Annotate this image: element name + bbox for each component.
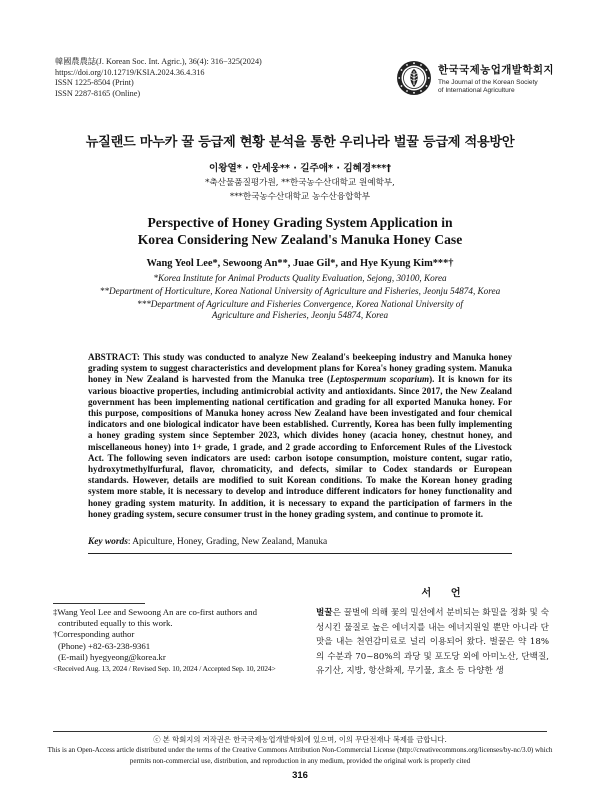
cofirst-note-line2: contributed equally to this work. [58, 618, 173, 629]
introduction-body: 은 꿀벌에 의해 꽃의 밀선에서 분비되는 화밀을 정화 및 숙성시킨 물질로 높은 에너지를 내는 에너지원일 뿐만 아니라 단맛을 내는 천연감미료로 널리 이용되어 왔다. 벌꿀은 약 18%의 수분과 70~80%의 과당 및 포도당 외에 아미노산, 단백질, 유기산, 지방, 항산화제, 무기물, 효소 등 다양한 생 [316, 608, 549, 677]
english-affiliation-3: ***Department of Agriculture and Fisheries Convergence, Korea National University of [137, 299, 463, 309]
society-name-en [438, 79, 554, 96]
english-title-line1: Perspective of Honey Grading System Application in [147, 215, 453, 230]
journal-meta [55, 57, 262, 99]
issn-print: ISSN 1225-8504 (Print) [55, 78, 134, 88]
korean-affiliation-2: ***한국농수산대학교 농수산융합학부 [229, 192, 371, 202]
keywords [88, 537, 518, 547]
license-divider [53, 731, 547, 732]
journal-citation: 韓國農農誌(J. Korean Soc. Int. Agric.), 36(4): 316−325(2024) [55, 57, 262, 66]
abstract-text-2: ). It is known for its various bioactive properties, including antimicrobial activity and antioxidants. Since 2017, the New Zealand government has been implementing national certification and grading for all exported Manuka honey. For this purpose, compositions of Manuka honey across New Zealand have been investigated and four chemical indicators and one biological indicator have been established. Currently, Korea has been fully implementing a honey grading system since September 2023, which divides honey (acacia honey, chestnut honey, and miscellaneous honey) into 1+ grade, 1 grade, and 2 grade according to Enforcement Rules of the Livestock Act. The following seven indicators are used: carbon isotope consumption, moisture content, sugar ratio, hydroxytmethylfurfural, flavor, chromaticity, and defects, similar to Codex standards or European standards. However, details are modified to suit Korean conditions. To make the Korean honey grading system more stable, it is necessary to develop and introduce different indicators for honey functionality and honey grading system maturity. In addition, it is necessary to expand the participation of farmers in the honey grading system, secure consumer trust in the honey grading system, and continue to promote it. [88, 374, 512, 519]
english-affiliation-1: *Korea Institute for Animal Products Quality Evaluation, Sejong, 30100, Korea [153, 273, 447, 283]
society-name-kr: 한국국제농업개발학회지 [438, 64, 554, 76]
abstract [88, 352, 512, 520]
society-name-block [438, 62, 554, 96]
introduction-text [316, 606, 549, 679]
cofirst-note-line1: ‡Wang Yeol Lee and Sewoong An are co-first authors and [53, 607, 258, 617]
introduction-lead-word: 벌꿀 [316, 608, 333, 618]
page-number: 316 [292, 770, 308, 781]
keywords-text: : Apiculture, Honey, Grading, New Zealand, Manuka [127, 537, 328, 547]
english-title-line2: Korea Considering New Zealand's Manuka Honey Case [137, 232, 463, 247]
society-name-en-line1: The Journal of the Korean Society [438, 79, 538, 86]
received-dates: <Received Aug. 13, 2024 / Revised Sep. 10, 2024 / Accepted Sep. 10, 2024> [53, 664, 276, 674]
copyright-kr: ⓒ 본 학회지의 저작권은 한국국제농업개발학회에 있으며, 이의 무단전재나 복제를 금합니다. [153, 735, 447, 744]
phone: (Phone) +82-63-238-9361 [58, 640, 151, 651]
korean-title: 뉴질랜드 마누카 꿀 등급제 현황 분석을 통한 우리나라 벌꿀 등급제 적용방안 [85, 135, 515, 150]
abstract-text-1: This study was conducted to analyze New Zealand's beekeeping industry and Manuka honey grading system to suggest characteristics and development plans for Korea's honey grading system. Manuka honey in New Zealand is harvested from the Manuka tree ( [88, 352, 513, 385]
keywords-label: Key words [88, 537, 128, 547]
footnotes [53, 607, 293, 674]
korean-affiliation-1: *축산물품질평가원, **한국농수산대학교 원예학부, [205, 178, 395, 188]
abstract-species: Leptospermum scoparium [330, 374, 430, 385]
english-affiliation-4: Agriculture and Fisheries, Jeonju 54874, Korea [211, 310, 389, 320]
license-line-2: This is an Open-Access article distributed under the terms of the Creative Commons Attribution Non-Commercial License (http://creativecommons.org/licenses/by-nc/3.0) which [47, 746, 553, 754]
footnote-divider [53, 603, 145, 604]
society-seal-icon [396, 60, 432, 96]
korean-authors: 이왕열* · 안세웅** · 길주애* · 김혜경***† [208, 163, 392, 174]
license-line-3: permits non-commercial use, distribution, and reproduction in any medium, provided the original work is properly cited [129, 757, 471, 765]
doi-link[interactable]: https://doi.org/10.12719/KSIA.2024.36.4.316 [55, 67, 205, 77]
email-link[interactable]: (E-mail) hyegyeong@korea.kr [58, 651, 166, 662]
issn-online: ISSN 2287-8165 (Online) [55, 88, 141, 98]
english-title [0, 214, 600, 248]
introduction-heading: 서 언 [421, 588, 469, 599]
english-authors: Wang Yeol Lee*, Sewoong An**, Juae Gil*, and Hye Kyung Kim***† [146, 258, 454, 269]
corresponding-author: †Corresponding author [53, 629, 135, 640]
license-block [0, 734, 600, 767]
abstract-label: ABSTRACT: [88, 352, 140, 362]
english-affiliation-2: **Department of Horticulture, Korea National University of Agriculture and Fisheries, Jeonju 54874, Korea [99, 286, 501, 296]
society-name-en-line2: of International Agriculture [438, 87, 515, 95]
abstract-divider [88, 553, 512, 554]
